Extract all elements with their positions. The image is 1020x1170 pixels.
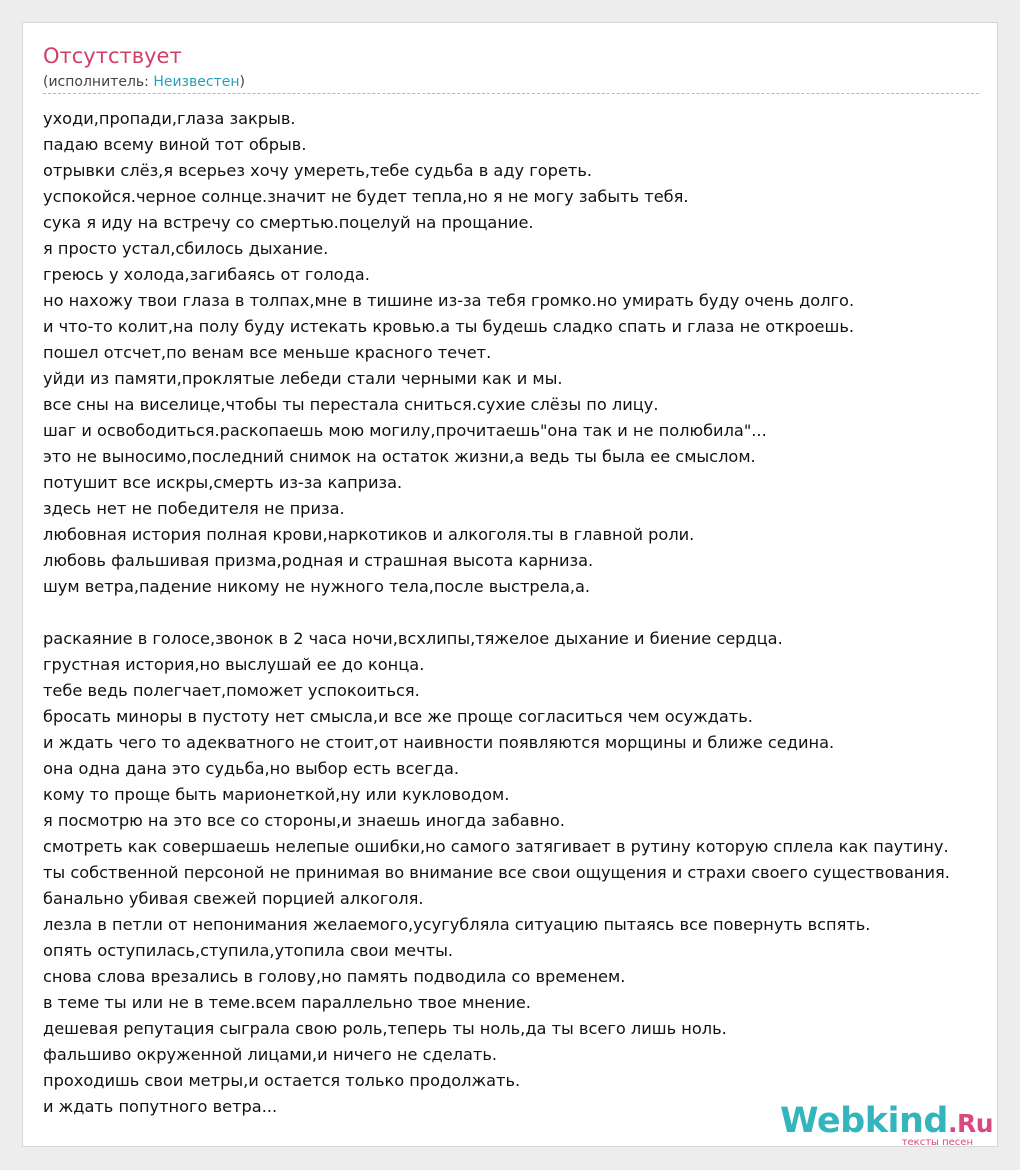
song-title: Отсутствует bbox=[43, 44, 182, 68]
artist-link[interactable]: Неизвестен bbox=[153, 74, 240, 90]
song-card bbox=[22, 22, 998, 1147]
artist-prefix: (исполнитель: bbox=[43, 74, 154, 90]
logo-tld: .Ru bbox=[947, 1109, 993, 1138]
lyrics-text bbox=[43, 106, 1020, 1120]
lyric-line: и что-то колит,на полу буду истекать кровью.а ты будешь сладко спать и глаза не откроешь. bbox=[43, 317, 855, 336]
lyric-line: она одна дана это судьба,но выбор есть всегда. bbox=[43, 759, 460, 778]
lyric-line: все сны на виселице,чтобы ты перестала сниться.сухие слёзы по лицу. bbox=[43, 395, 659, 414]
lyric-line: падаю всему виной тот обрыв. bbox=[43, 135, 307, 154]
lyric-line: здесь нет не победителя не приза. bbox=[43, 499, 345, 518]
lyric-line: уйди из памяти,проклятые лебеди стали черными как и мы. bbox=[43, 369, 563, 388]
lyric-line: смотреть как совершаешь нелепые ошибки,но самого затягивает в рутину которую сплела как паутину. bbox=[43, 837, 949, 856]
lyrics-verse-1 bbox=[43, 106, 1020, 600]
artist-suffix: ) bbox=[239, 74, 245, 90]
lyric-line: снова слова врезались в голову,но память подводила со временем. bbox=[43, 967, 626, 986]
lyric-line: греюсь у холода,загибаясь от голода. bbox=[43, 265, 370, 284]
lyric-line: но нахожу твои глаза в толпах,мне в тишине из-за тебя громко.но умирать буду очень долго. bbox=[43, 291, 855, 310]
lyric-line: банально убивая свежей порцией алкоголя. bbox=[43, 889, 424, 908]
lyric-line: в теме ты или не в теме.всем параллельно твое мнение. bbox=[43, 993, 531, 1012]
lyric-line: любовь фальшивая призма,родная и страшная высота карниза. bbox=[43, 551, 594, 570]
logo-name: Webkind bbox=[780, 1101, 948, 1141]
lyric-line: пошел отсчет,по венам все меньше красного течет. bbox=[43, 343, 492, 362]
lyric-line: шаг и освободиться.раскопаешь мою могилу,прочитаешь"она так и не полюбила"... bbox=[43, 421, 767, 440]
lyric-line: я просто устал,сбилось дыхание. bbox=[43, 239, 329, 258]
verse-gap bbox=[43, 600, 1020, 626]
lyric-line: и ждать чего то адекватного не стоит,от наивности появляются морщины и ближе седина. bbox=[43, 733, 835, 752]
lyric-line: бросать миноры в пустоту нет смысла,и все же проще согласиться чем осуждать. bbox=[43, 707, 753, 726]
lyric-line: лезла в петли от непонимания желаемого,усугубляла ситуацию пытаясь все повернуть вспять. bbox=[43, 915, 871, 934]
lyric-line: я посмотрю на это все со стороны,и знаешь иногда забавно. bbox=[43, 811, 565, 830]
lyric-line: и ждать попутного ветра... bbox=[43, 1097, 278, 1116]
lyric-line: потушит все искры,смерть из-за каприза. bbox=[43, 473, 403, 492]
lyric-line: сука я иду на встречу со смертью.поцелуй на прощание. bbox=[43, 213, 534, 232]
lyric-line: уходи,пропади,глаза закрыв. bbox=[43, 109, 296, 128]
logo-tagline: тексты песен bbox=[901, 1137, 973, 1148]
lyric-line: раскаяние в голосе,звонок в 2 часа ночи,всхлипы,тяжелое дыхание и биение сердца. bbox=[43, 629, 783, 648]
webkind-logo[interactable] bbox=[780, 1101, 999, 1151]
lyric-line: опять оступилась,ступила,утопила свои мечты. bbox=[43, 941, 454, 960]
artist-line bbox=[43, 73, 245, 91]
lyric-line: фальшиво окруженной лицами,и ничего не сделать. bbox=[43, 1045, 498, 1064]
lyric-line: дешевая репутация сыграла свою роль,теперь ты ноль,да ты всего лишь ноль. bbox=[43, 1019, 727, 1038]
lyric-line: это не выносимо,последний снимок на остаток жизни,а ведь ты была ее смыслом. bbox=[43, 447, 756, 466]
lyrics-verse-2 bbox=[43, 626, 1020, 1120]
lyric-line: проходишь свои метры,и остается только продолжать. bbox=[43, 1071, 521, 1090]
lyric-line: кому то проще быть марионеткой,ну или кукловодом. bbox=[43, 785, 510, 804]
lyric-line: ты собственной персоной не принимая во внимание все свои ощущения и страхи своего существования. bbox=[43, 863, 950, 882]
title-divider bbox=[43, 93, 979, 94]
lyric-line: грустная история,но выслушай ее до конца. bbox=[43, 655, 425, 674]
lyric-line: успокойся.черное солнце.значит не будет тепла,но я не могу забыть тебя. bbox=[43, 187, 689, 206]
lyric-line: любовная история полная крови,наркотиков и алкоголя.ты в главной роли. bbox=[43, 525, 695, 544]
lyric-line: тебе ведь полегчает,поможет успокоиться. bbox=[43, 681, 420, 700]
lyric-line: шум ветра,падение никому не нужного тела,после выстрела,а. bbox=[43, 577, 591, 596]
lyric-line: отрывки слёз,я всерьез хочу умереть,тебе судьба в аду гореть. bbox=[43, 161, 593, 180]
